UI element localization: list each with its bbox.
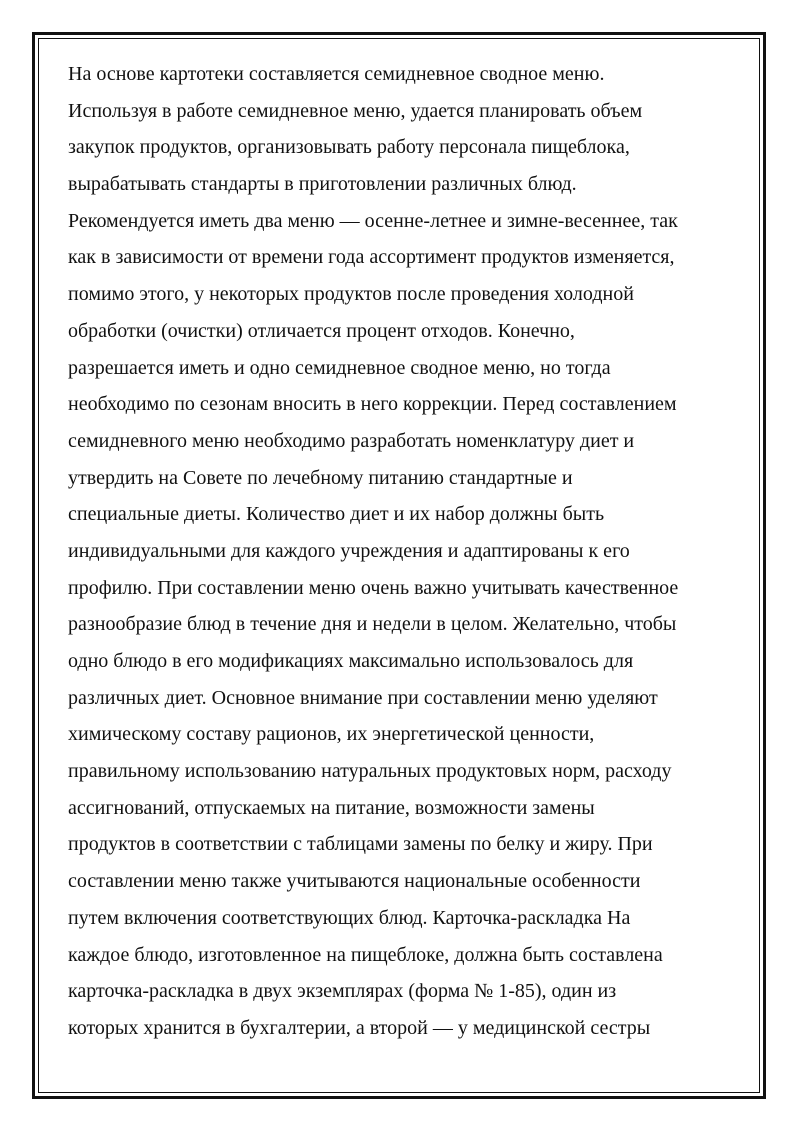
text-line: правильному использованию натуральных продуктовых норм, расходу <box>68 760 672 783</box>
text-line: обработки (очистки) отличается процент отходов. Конечно, <box>68 319 575 342</box>
text-line: карточка-раскладка в двух экземплярах (форма № 1-85), один из <box>68 980 617 1003</box>
text-line: семидневного меню необходимо разработать номенклатуру диет и <box>68 429 635 452</box>
text-line: составлении меню также учитываются национальные особенности <box>68 870 641 893</box>
text-line: индивидуальными для каждого учреждения и адаптированы к его <box>68 539 630 562</box>
text-line: помимо этого, у некоторых продуктов после проведения холодной <box>68 283 634 306</box>
text-line: как в зависимости от времени года ассортимент продуктов изменяется, <box>68 246 675 269</box>
text-line: Рекомендуется иметь два меню — осенне-летнее и зимне-весеннее, так <box>68 209 678 232</box>
text-line: профилю. При составлении меню очень важно учитывать качественное <box>68 576 679 599</box>
text-line: разнообразие блюд в течение дня и недели в целом. Желательно, чтобы <box>68 613 677 636</box>
body-text <box>68 56 738 1047</box>
text-line: продуктов в соответствии с таблицами замены по белку и жиру. При <box>68 833 653 856</box>
text-line: химическому составу рационов, их энергетической ценности, <box>68 723 595 746</box>
text-line: которых хранится в бухгалтерии, а второй — у медицинской сестры <box>68 1016 651 1039</box>
text-line: вырабатывать стандарты в приготовлении различных блюд. <box>68 173 577 196</box>
text-line: закупок продуктов, организовывать работу персонала пищеблока, <box>68 136 630 159</box>
text-line: ассигнований, отпускаемых на питание, возможности замены <box>68 796 595 819</box>
text-line: путем включения соответствующих блюд. Карточка-раскладка На <box>68 906 631 929</box>
text-line: Используя в работе семидневное меню, удается планировать объем <box>68 99 643 122</box>
text-line: необходимо по сезонам вносить в него коррекции. Перед составлением <box>68 393 677 416</box>
text-line: разрешается иметь и одно семидневное сводное меню, но тогда <box>68 356 611 379</box>
text-line: одно блюдо в его модификациях максимально использовалось для <box>68 650 634 672</box>
text-line: На основе картотеки составляется семидневное сводное меню. <box>68 63 605 85</box>
text-line: утвердить на Совете по лечебному питанию стандартные и <box>68 466 573 489</box>
text-line: специальные диеты. Количество диет и их набор должны быть <box>68 503 605 526</box>
text-line: различных диет. Основное внимание при составлении меню уделяют <box>68 686 658 709</box>
text-line: каждое блюдо, изготовленное на пищеблоке, должна быть составлена <box>68 943 663 966</box>
